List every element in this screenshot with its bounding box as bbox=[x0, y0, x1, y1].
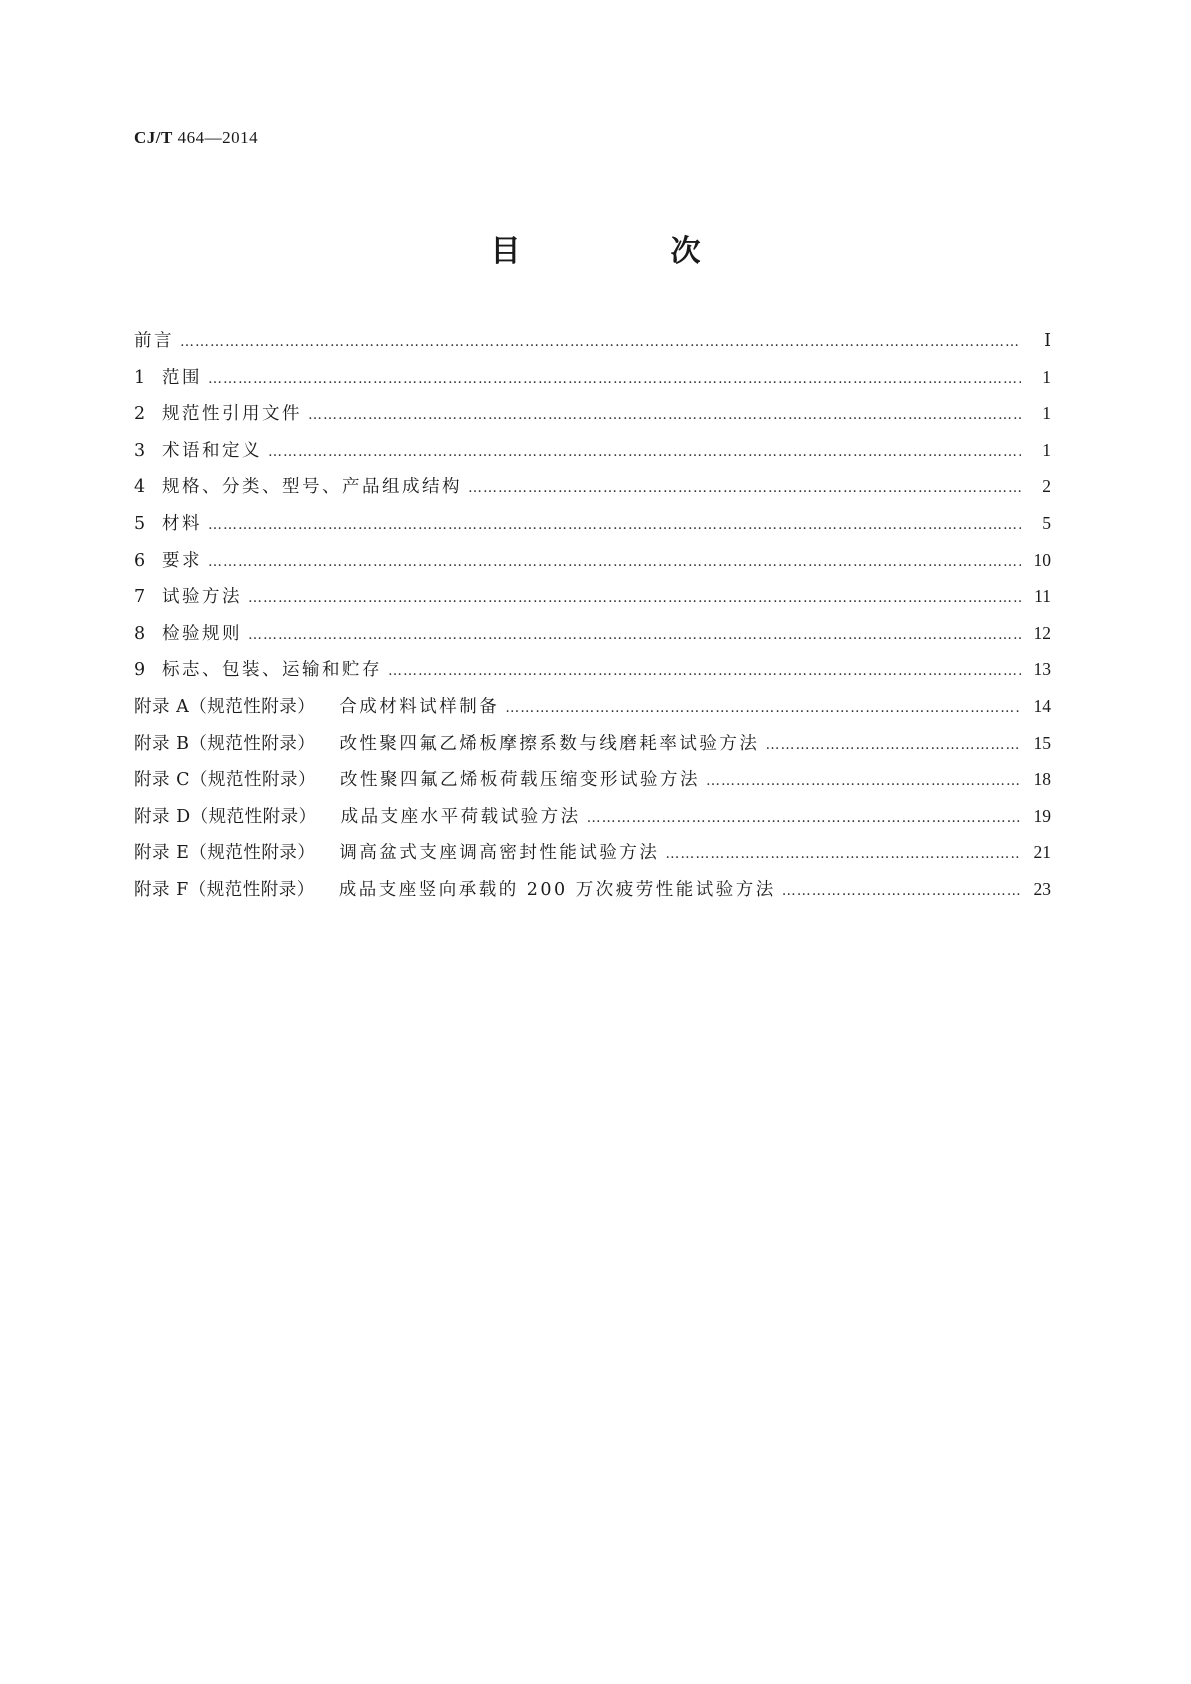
toc-entry[interactable] bbox=[134, 834, 1051, 871]
toc-entry-page-number: 19 bbox=[1033, 805, 1051, 826]
toc-entry-appendix-prefix: 附录 B（规范性附录） bbox=[134, 733, 316, 754]
toc-entry-page-number: 1 bbox=[1042, 439, 1051, 460]
toc-dot-leader bbox=[208, 544, 1021, 581]
toc-entry-page-number: 2 bbox=[1042, 476, 1051, 497]
toc-dot-leader bbox=[208, 507, 1021, 544]
toc-dot-leader bbox=[706, 763, 1021, 800]
toc-entry[interactable] bbox=[134, 651, 1051, 688]
toc-entry[interactable] bbox=[134, 359, 1051, 396]
toc-entry-label: 改性聚四氟乙烯板荷载压缩变形试验方法 bbox=[339, 770, 700, 791]
toc-entry-label: 改性聚四氟乙烯板摩擦系数与线磨耗率试验方法 bbox=[339, 733, 760, 754]
toc-dot-leader bbox=[505, 690, 1021, 727]
toc-entry-number: 9 bbox=[134, 660, 146, 681]
toc-entry[interactable] bbox=[134, 395, 1051, 432]
toc-entry-page-number: 1 bbox=[1042, 403, 1051, 424]
toc-entry-label: 材料 bbox=[162, 513, 202, 534]
toc-entry-number: 3 bbox=[134, 440, 146, 461]
toc-entry-page-number: 10 bbox=[1033, 549, 1051, 570]
toc-dot-leader bbox=[765, 727, 1021, 764]
toc-entry-label: 成品支座水平荷载试验方法 bbox=[340, 806, 581, 827]
toc-entry-number: 1 bbox=[134, 367, 146, 388]
toc-entry-page-number: 11 bbox=[1034, 586, 1051, 607]
toc-entry[interactable] bbox=[134, 578, 1051, 615]
toc-entry-label: 规格、分类、型号、产品组成结构 bbox=[162, 477, 462, 498]
toc-entry-label: 规范性引用文件 bbox=[162, 404, 302, 425]
toc-entry[interactable] bbox=[134, 615, 1051, 652]
toc-entry-number: 8 bbox=[134, 623, 146, 644]
toc-entry[interactable] bbox=[134, 688, 1051, 725]
table-of-contents bbox=[134, 322, 1051, 908]
toc-entry-label: 标志、包装、运输和贮存 bbox=[162, 660, 382, 681]
toc-entry[interactable] bbox=[134, 761, 1051, 798]
toc-entry-label: 合成材料试样制备 bbox=[339, 696, 500, 717]
toc-entry-label: 检验规则 bbox=[162, 623, 242, 644]
toc-dot-leader bbox=[248, 617, 1021, 654]
toc-entry-appendix-prefix: 附录 A（规范性附录） bbox=[134, 696, 316, 717]
standard-number: 464—2014 bbox=[177, 128, 259, 147]
toc-entry-label: 成品支座竖向承载的 200 万次疲劳性能试验方法 bbox=[338, 879, 776, 900]
toc-entry[interactable] bbox=[134, 725, 1051, 762]
toc-entry-appendix-prefix: 附录 C（规范性附录） bbox=[134, 770, 316, 791]
toc-entry-label: 调高盆式支座调高密封性能试验方法 bbox=[339, 843, 660, 864]
toc-entry-label: 试验方法 bbox=[162, 587, 242, 608]
toc-entry-appendix-prefix: 附录 F（规范性附录） bbox=[134, 879, 315, 900]
toc-dot-leader bbox=[665, 836, 1021, 873]
toc-entry-page-number: 5 bbox=[1042, 512, 1051, 533]
toc-entry-number: 4 bbox=[134, 477, 146, 498]
toc-entry-appendix-prefix: 附录 E（规范性附录） bbox=[134, 843, 316, 864]
toc-dot-leader bbox=[308, 397, 1021, 434]
toc-entry-page-number: 1 bbox=[1042, 366, 1051, 387]
toc-entry[interactable] bbox=[134, 322, 1051, 359]
toc-title: 目 次 bbox=[490, 234, 761, 269]
toc-entry-number: 2 bbox=[134, 404, 146, 425]
toc-dot-leader bbox=[388, 653, 1021, 690]
toc-entry[interactable] bbox=[134, 505, 1051, 542]
toc-entry-page-number: 12 bbox=[1033, 622, 1051, 643]
toc-entry-appendix-prefix: 附录 D（规范性附录） bbox=[134, 806, 317, 827]
toc-entry-page-number: 13 bbox=[1033, 659, 1051, 680]
toc-entry-page-number: 21 bbox=[1033, 842, 1051, 863]
toc-entry-page-number: 18 bbox=[1033, 769, 1051, 790]
toc-entry-number: 7 bbox=[134, 587, 146, 608]
toc-entry-page-number: 15 bbox=[1033, 732, 1051, 753]
toc-entry[interactable] bbox=[134, 871, 1051, 908]
toc-entry-label: 术语和定义 bbox=[162, 440, 262, 461]
toc-dot-leader bbox=[208, 361, 1021, 398]
standard-prefix: CJ/T bbox=[134, 128, 173, 147]
toc-dot-leader bbox=[248, 580, 1021, 617]
toc-entry-label: 前言 bbox=[134, 331, 174, 351]
toc-entry[interactable] bbox=[134, 432, 1051, 469]
toc-entry[interactable] bbox=[134, 468, 1051, 505]
toc-entry-page-number: 14 bbox=[1033, 695, 1051, 716]
toc-dot-leader bbox=[782, 873, 1021, 910]
toc-entry-number: 6 bbox=[134, 550, 146, 571]
toc-entry-page-number: Ⅰ bbox=[1044, 330, 1051, 350]
toc-entry[interactable] bbox=[134, 542, 1051, 579]
toc-entry-number: 5 bbox=[134, 513, 146, 534]
toc-dot-leader bbox=[587, 800, 1021, 837]
toc-entry-label: 范围 bbox=[162, 367, 202, 388]
toc-dot-leader bbox=[268, 434, 1021, 471]
toc-entry-label: 要求 bbox=[162, 550, 202, 571]
toc-entry[interactable] bbox=[134, 798, 1051, 835]
document-code bbox=[134, 128, 258, 148]
toc-dot-leader bbox=[180, 324, 1021, 361]
toc-entry-page-number: 23 bbox=[1033, 878, 1051, 899]
toc-dot-leader bbox=[468, 470, 1021, 507]
